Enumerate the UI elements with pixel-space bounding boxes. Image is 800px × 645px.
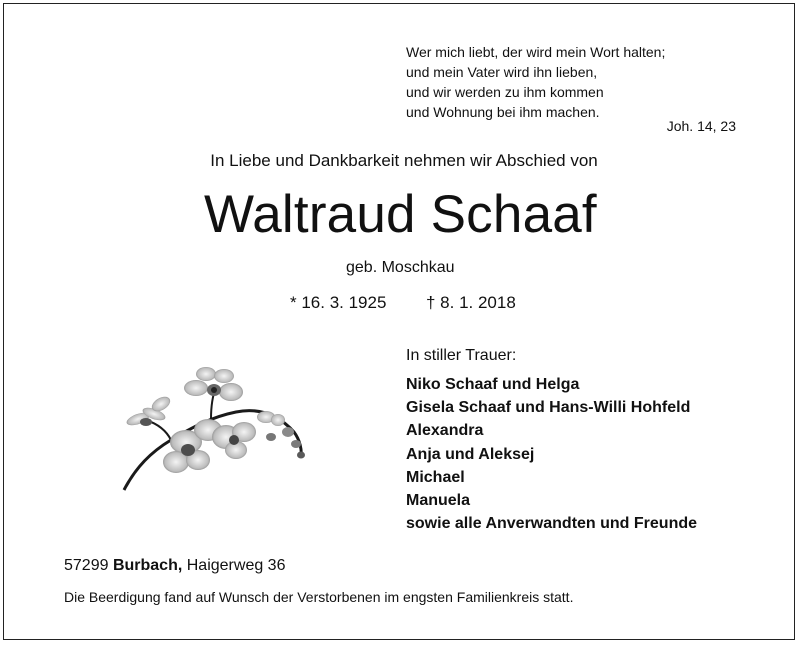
notice-frame (3, 3, 795, 640)
verse-reference: Joh. 14, 23 (666, 118, 736, 134)
family-address (64, 557, 285, 575)
mourner-entry: Michael (406, 468, 465, 486)
verse-line: und wir werden zu ihm kommen (406, 84, 604, 100)
town: Burbach, (112, 557, 183, 574)
funeral-note: Die Beerdigung fand auf Wunsch der Verstorbenen im engsten Familienkreis statt. (64, 589, 574, 605)
bible-verse (406, 42, 665, 122)
postal-code: 57299 (64, 557, 109, 574)
mourner-entry: Niko Schaaf und Helga (406, 376, 580, 393)
birth-name: geb. Moschkau (346, 259, 455, 276)
verse-line: und Wohnung bei ihm machen. (406, 104, 600, 120)
mourner-entry: Anja und Aleksej (406, 445, 535, 463)
mourning-intro: In stiller Trauer: (406, 347, 517, 364)
street: Haigerweg 36 (186, 557, 286, 574)
mourner-entry: Gisela Schaaf und Hans-Willi Hohfeld (406, 399, 691, 417)
mourner-list (406, 373, 697, 535)
orchid-branch-icon (116, 362, 316, 497)
deceased-name: Waltraud Schaaf (204, 185, 597, 244)
birth-date: * 16. 3. 1925 (290, 293, 387, 312)
mourner-entry: sowie alle Anverwandten und Freunde (406, 515, 698, 533)
farewell-intro (4, 151, 800, 171)
verse-line: und mein Vater wird ihn lieben, (406, 64, 598, 80)
mourner-entry: Manuela (406, 492, 471, 510)
mourner-entry: Alexandra (406, 422, 484, 440)
farewell-intro-text: In Liebe und Dankbarkeit nehmen wir Abschied von (210, 151, 598, 170)
verse-line: Wer mich liebt, der wird mein Wort halten; (406, 44, 666, 60)
death-date: † 8. 1. 2018 (426, 293, 516, 312)
